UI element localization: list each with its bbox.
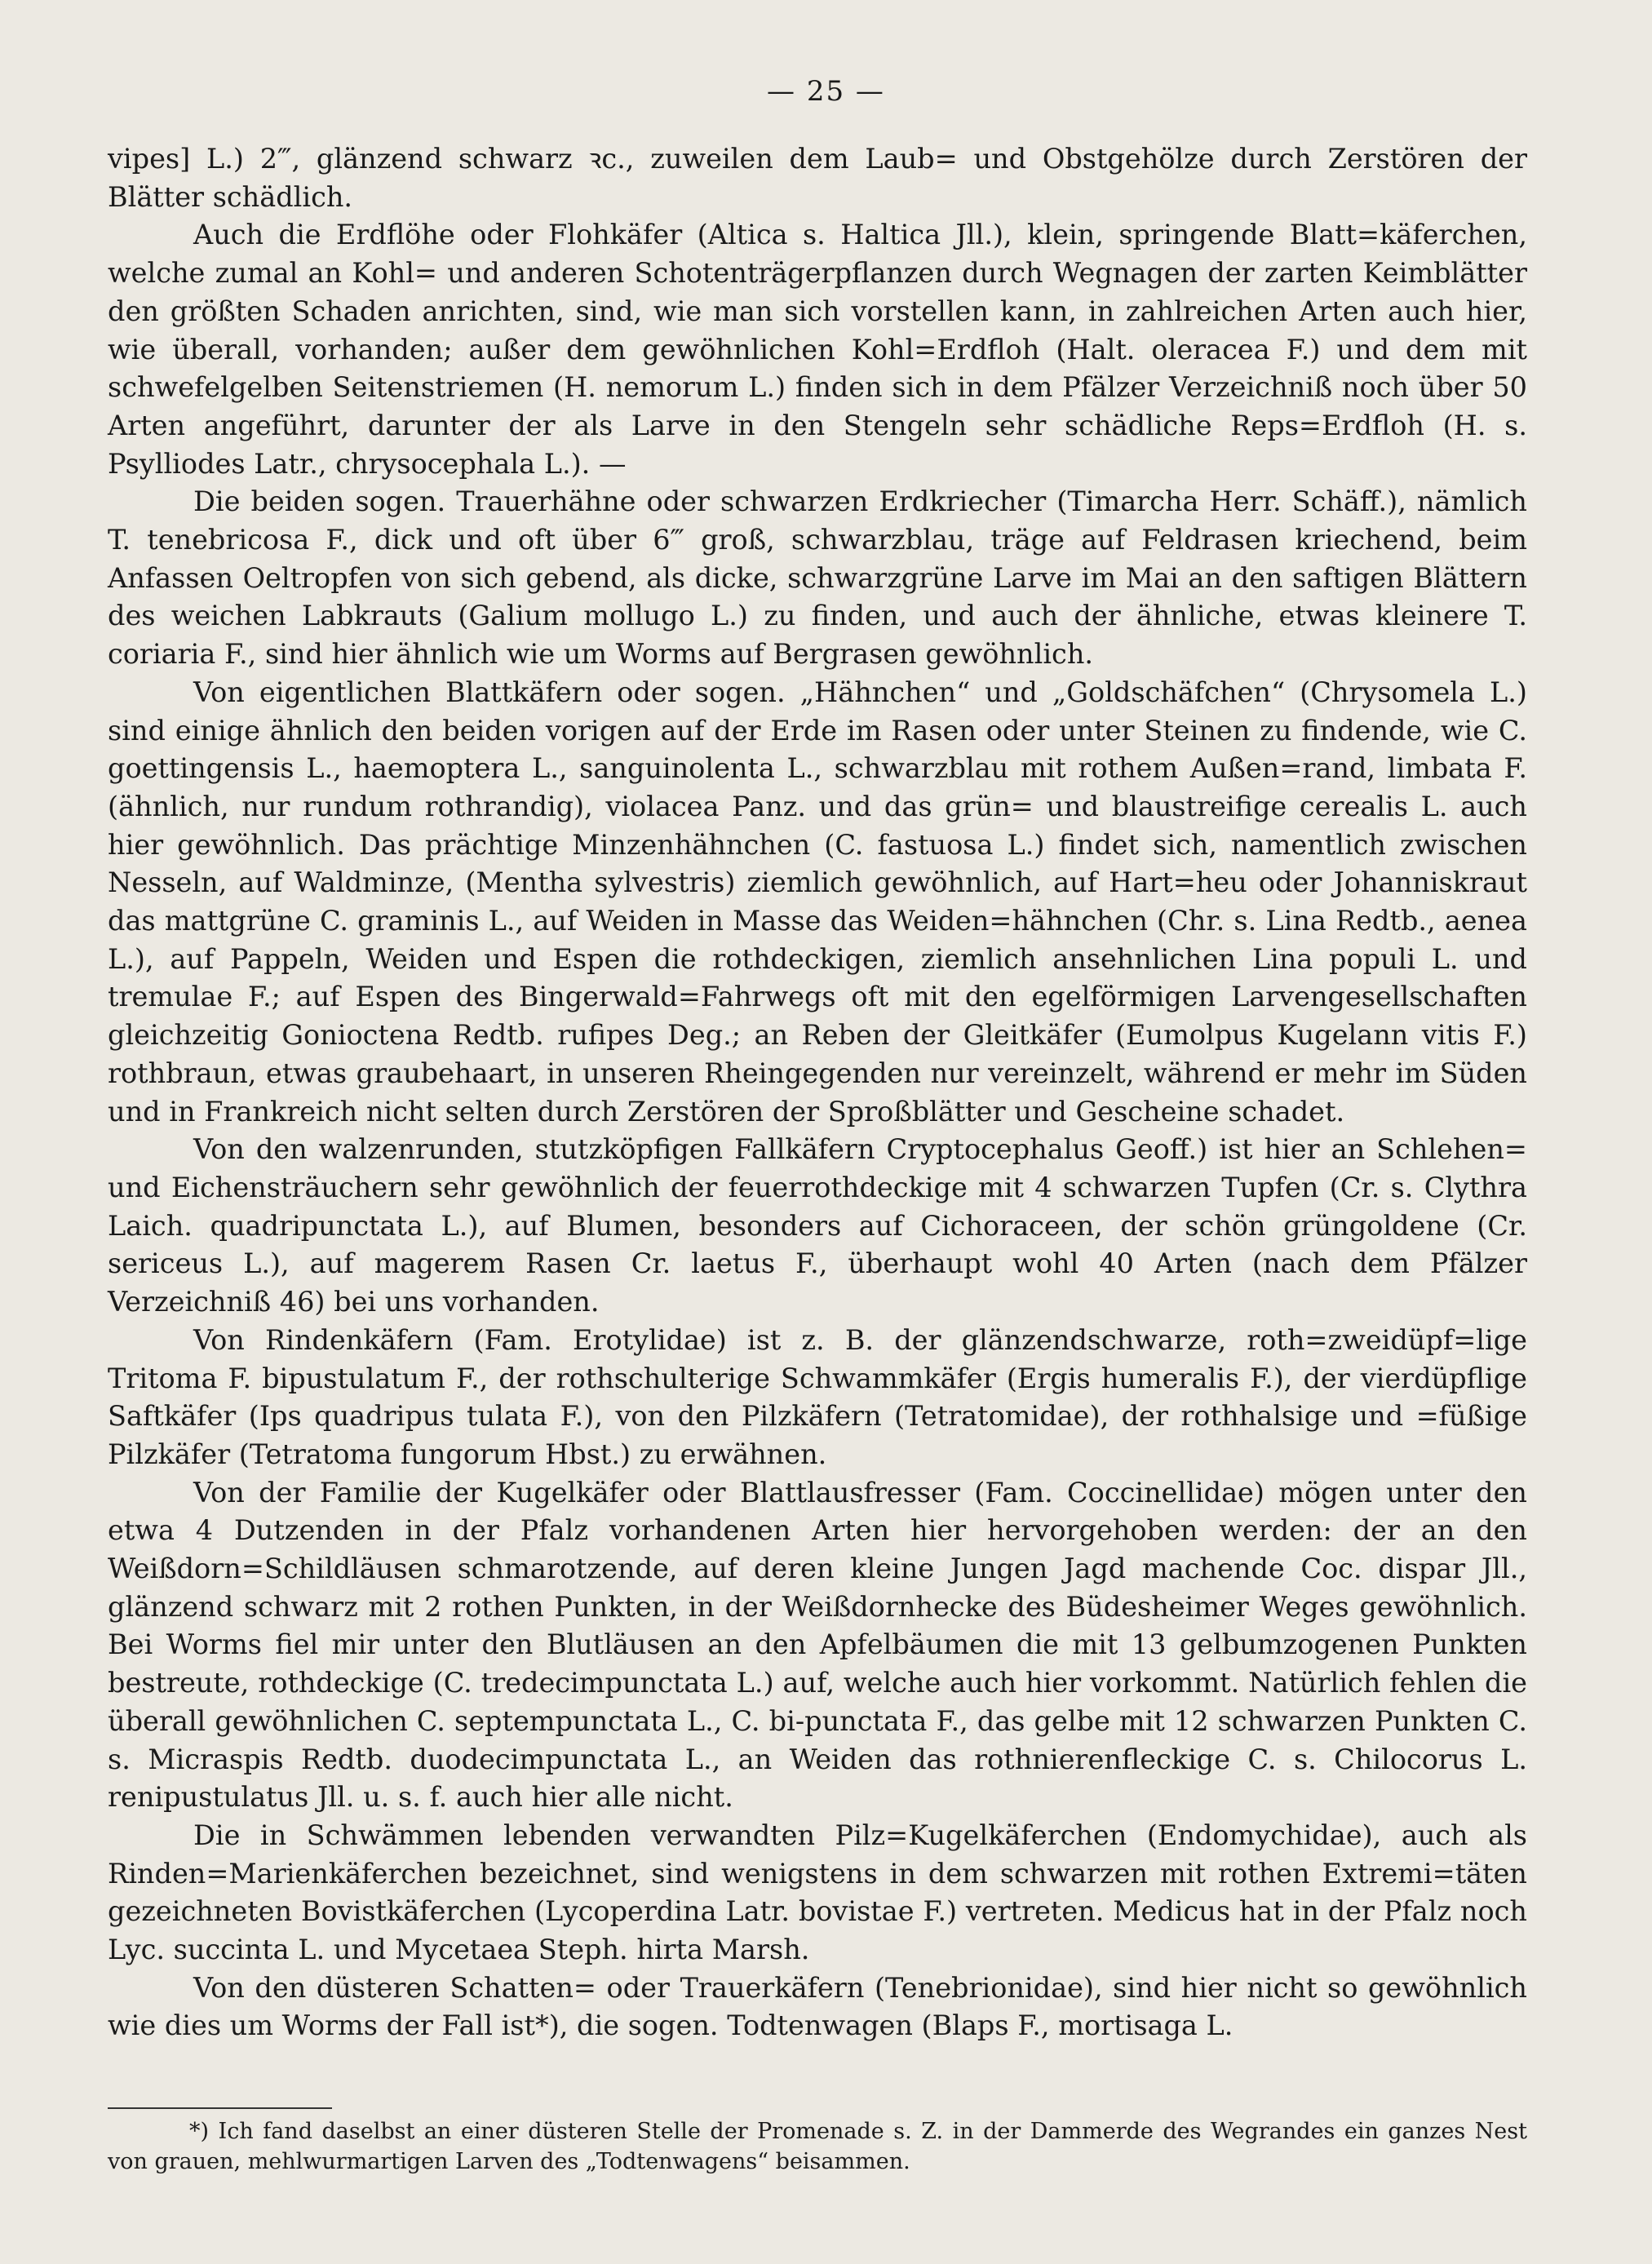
paragraph: Auch die Erdflöhe oder Flohkäfer (Altica s. Haltica Jll.), klein, springende Blatt=käferchen, welche zumal an Kohl= und anderen Schotenträgerpflanzen durch Wegnagen der zarten Keimblätter den größten Schaden anrichten, sind, wie man sich vorstellen kann, in zahlreichen Arten auch hier, wie überall, vorhanden; außer dem gewöhnlichen Kohl=Erdfloh (Halt. oleracea F.) und dem mit schwefelgelben Seitenstriemen (H. nemorum L.) finden sich in dem Pfälzer Verzeichniß noch über 50 Arten angeführt, darunter der als Larve in den Stengeln sehr schädliche Reps=Erdfloh (H. s. Psylliodes Latr., chrysocephala L.). — [108,219,1527,480]
footnote [108,2116,1527,2177]
footnote-text: *) Ich fand daselbst an einer düsteren Stelle der Promenade s. Z. in der Dammerde des Wegrandes ein ganzes Nest von grauen, mehlwurmartigen Larven des „Todtenwagens“ beisammen. [108,2119,1527,2174]
paragraph: Die in Schwämmen lebenden verwandten Pilz=Kugelkäferchen (Endomychidae), auch als Rinden=Marienkäferchen bezeichnet, sind wenigstens in dem schwarzen mit rothen Extremi=täten gezeichneten Bovistkäferchen (Lycoperdina Latr. bovistae F.) vertreten. Medicus hat in der Pfalz noch Lyc. succinta L. und Mycetaea Steph. hirta Marsh. [108,1819,1527,1966]
body-text [108,140,1527,2045]
footnote-divider [108,2107,332,2109]
paragraph: Von den walzenrunden, stutzköpfigen Fallkäfern Cryptocephalus Geoff.) ist hier an Schlehen= und Eichensträuchern sehr gewöhnlich der feuerrothdeckige mit 4 schwarzen Tupfen (Cr. s. Clythra Laich. quadripunctata L.), auf Blumen, besonders auf Cichoraceen, der schön grüngoldene (Cr. sericeus L.), auf magerem Rasen Cr. laetus F., überhaupt wohl 40 Arten (nach dem Pfälzer Verzeichniß 46) bei uns vorhanden. [108,1133,1527,1318]
paragraph: Von der Familie der Kugelkäfer oder Blattlausfresser (Fam. Coccinellidae) mögen unter den etwa 4 Dutzenden in der Pfalz vorhandenen Arten hier hervorgehoben werden: der an den Weißdorn=Schildläusen schmarotzende, auf deren kleine Jungen Jagd machende Coc. dispar Jll., glänzend schwarz mit 2 rothen Punkten, in der Weißdornhecke des Büdesheimer Weges gewöhnlich. Bei Worms fiel mir unter den Blutläusen an den Apfelbäumen die mit 13 gelbumzogenen Punkten bestreute, rothdeckige (C. tredecimpunctata L.) auf, welche auch hier vorkommt. Natürlich fehlen die überall gewöhnlichen C. septempunctata L., C. bi-punctata F., das gelbe mit 12 schwarzen Punkten C. s. Micraspis Redtb. duodecimpunctata L., an Weiden das rothnierenfleckige C. s. Chilocorus L. renipustulatus Jll. u. s. f. auch hier alle nicht. [108,1476,1527,1814]
paragraph: Von den düsteren Schatten= oder Trauerkäfern (Tenebrionidae), sind hier nicht so gewöhnlich wie dies um Worms der Fall ist*), die sogen. Todtenwagen (Blaps F., mortisaga L. [108,1971,1527,2042]
paragraph: Die beiden sogen. Trauerhähne oder schwarzen Erdkriecher (Timarcha Herr. Schäff.), nämlich T. tenebricosa F., dick und oft über 6‴ groß, schwarzblau, träge auf Feldrasen kriechend, beim Anfassen Oeltropfen von sich gebend, als dicke, schwarzgrüne Larve im Mai an den saftigen Blättern des weichen Labkrauts (Galium mollugo L.) zu finden, und auch der ähnliche, etwas kleinere T. coriaria F., sind hier ähnlich wie um Worms auf Bergrasen gewöhnlich. [108,485,1527,671]
paragraph: vipes] L.) 2‴, glänzend schwarz ꝛc., zuweilen dem Laub= und Obstgehölze durch Zerstören der Blätter schädlich. [108,143,1527,213]
paragraph: Von Rindenkäfern (Fam. Erotylidae) ist z. B. der glänzendschwarze, roth=zweidüpf=lige Tritoma F. bipustulatum F., der rothschulterige Schwammkäfer (Ergis humeralis F.), der vierdüpflige Saftkäfer (Ips quadripus tulata F.), von den Pilzkäfern (Tetratomidae), der rothhalsige und =füßige Pilzkäfer (Tetratoma fungorum Hbst.) zu erwähnen. [108,1323,1527,1470]
paragraph: Von eigentlichen Blattkäfern oder sogen. „Hähnchen“ und „Goldschäfchen“ (Chrysomela L.) sind einige ähnlich den beiden vorigen auf der Erde im Rasen oder unter Steinen zu findende, wie C. goettingensis L., haemoptera L., sanguinolenta L., schwarzblau mit rothem Außen=rand, limbata F. (ähnlich, nur rundum rothrandig), violacea Panz. und das grün= und blaustreifige cerealis L. auch hier gewöhnlich. Das prächtige Minzenhähnchen (C. fastuosa L.) findet sich, namentlich zwischen Nesseln, auf Waldminze, (Mentha sylvestris) ziemlich gewöhnlich, auf Hart=heu oder Johanniskraut das mattgrüne C. graminis L., auf Weiden in Masse das Weiden=hähnchen (Chr. s. Lina Redtb., aenea L.), auf Pappeln, Weiden und Espen die rothdeckigen, ziemlich ansehnlichen Lina populi L. und tremulae F.; auf Espen des Bingerwald=Fahrwegs oft mit den egelförmigen Larvengesellschaften gleichzeitig Gonioctena Redtb. rufipes Deg.; an Reben der Gleitkäfer (Eumolpus Kugelann vitis F.) rothbraun, etwas graubehaart, in unseren Rheingegenden nur vereinzelt, während er mehr im Süden und in Frankreich nicht selten durch Zerstören der Sproßblätter und Gescheine schadet. [108,676,1527,1128]
page-number: — 25 — [767,75,885,108]
